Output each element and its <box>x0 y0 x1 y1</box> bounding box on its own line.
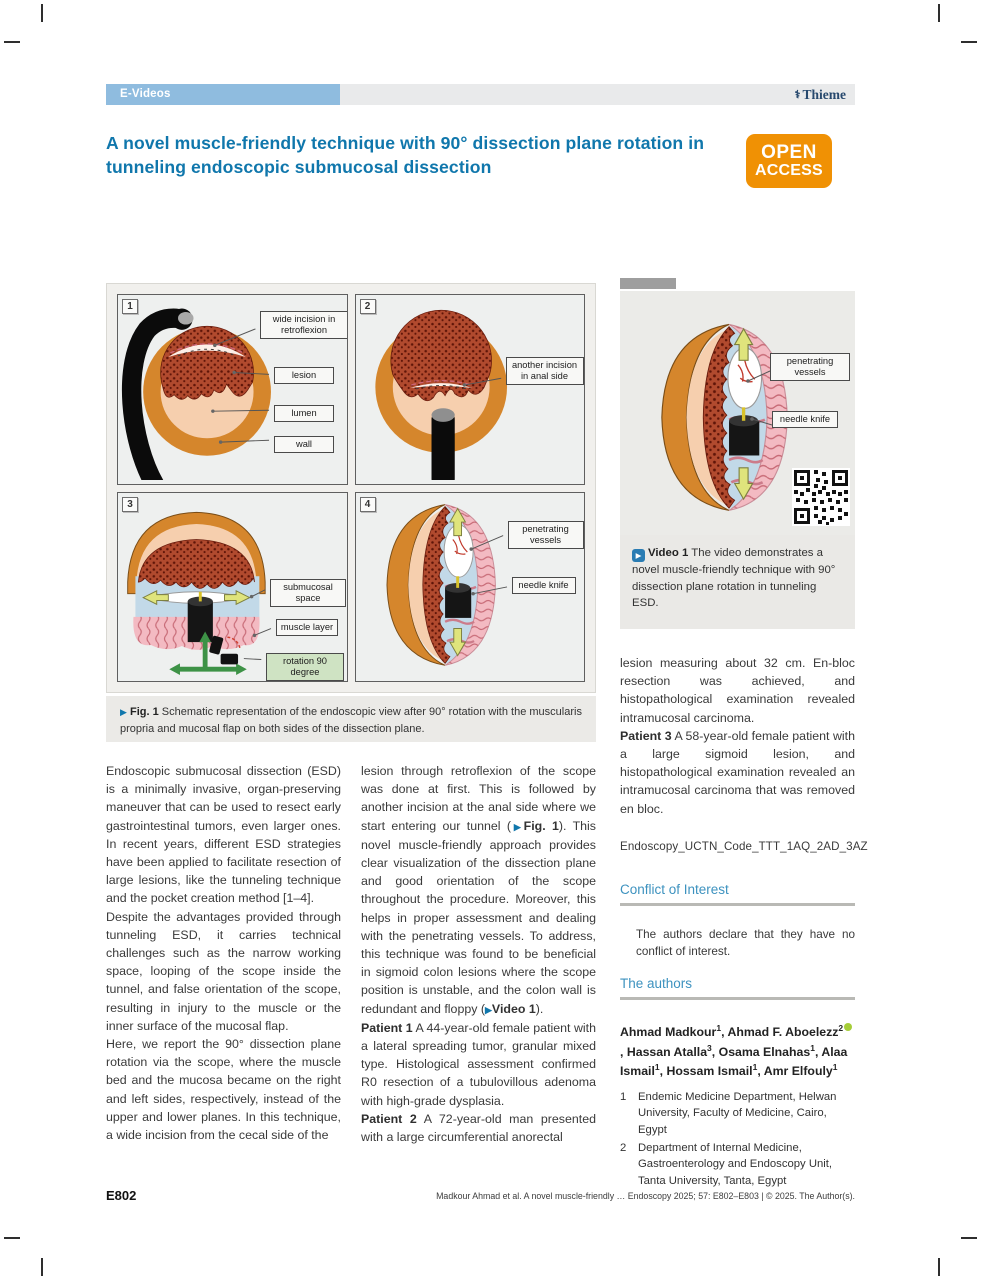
label-lumen: lumen <box>274 405 334 422</box>
label-penetrating-vessels: penetrating vessels <box>770 353 850 381</box>
affiliation-item <box>620 1140 855 1190</box>
paragraph <box>361 1110 596 1146</box>
paragraph-text: A 72-year-old man presented with a large circumferential anorectal <box>361 1111 596 1145</box>
crop-mark <box>961 1237 977 1239</box>
section-label: E-Videos <box>106 84 340 105</box>
paragraph <box>361 762 596 1019</box>
patient-1-lead: Patient 1 <box>361 1020 413 1035</box>
author: Amr Elfouly <box>763 1064 833 1079</box>
panel-2-diagram <box>356 295 584 480</box>
video-caption <box>620 535 855 629</box>
author: Osama Elnahas <box>718 1044 811 1059</box>
author-separator: , <box>659 1064 667 1079</box>
panel-number: 3 <box>122 497 138 512</box>
header-right <box>340 84 855 105</box>
open-access-badge <box>746 134 832 188</box>
paragraph-text: ). This novel muscle-friendly approach provides clear visualization of the dissection plane and good orientation of the scope throughout the procedure. Moreover, this helps in proper assessment and dealing with the penetrating vessels. To address, this technique was found to be beneficial in sigmoid colon lesions where the scope position is unstable, and the colon wall is redundant and floppy ( <box>361 818 596 1016</box>
affiliation-item <box>620 1089 855 1139</box>
crop-mark <box>4 1237 20 1239</box>
crop-mark <box>41 4 43 22</box>
author-affil-sup: 2 <box>838 1023 844 1033</box>
author-separator: , <box>757 1064 764 1079</box>
orcid-icon[interactable] <box>844 1023 852 1031</box>
body-column-1 <box>106 762 341 1144</box>
author-affil-sup: 1 <box>832 1062 838 1073</box>
video-ref-marker-icon: ▶ <box>485 1004 492 1015</box>
paragraph-text: ). <box>535 1001 544 1016</box>
fig-caption-text: Schematic representation of the endoscopic view after 90° rotation with the muscularis propria and mucosal flap on both sides of the dissection plane. <box>120 706 582 735</box>
open-access-line1: OPEN <box>761 142 817 164</box>
author-separator: , <box>721 1025 728 1040</box>
label-wall: wall <box>274 436 334 453</box>
video-caption-label: Video 1 <box>648 547 689 559</box>
section-rule <box>620 903 855 906</box>
author-separator: , <box>620 1044 627 1059</box>
qr-code[interactable] <box>792 468 850 526</box>
header-bar <box>106 84 855 105</box>
section-rule <box>620 997 855 1000</box>
video-1-reference[interactable]: Video 1 <box>491 1001 536 1016</box>
paragraph-text: A 44-year-old female patient with a lateral spreading tumor, granular mixed type. Histological assessment confirmed R0 resection of a tubulovillous adenoma with high-grade dysplasia. <box>361 1020 596 1108</box>
crop-mark <box>938 1258 940 1276</box>
panel-number: 2 <box>360 299 376 314</box>
panel-number: 4 <box>360 497 376 512</box>
paragraph: Here, we report the 90° dissection plane rotation via the scope, where the muscle bed and the mucosa became on the right and left sides, respectively, instead of the upper and lower planes. In this technique, a wide incision from the cecal side of the <box>106 1037 341 1143</box>
open-access-line2: ACCESS <box>755 161 823 179</box>
paragraph-text: lesion through retroflexion of the scope was done at first. This is followed by another incision at the anal side where we start entering our tunnel ( <box>361 764 596 833</box>
affiliation-text: Department of Internal Medicine, Gastroenterology and Endoscopy Unit, Tanta University, Tanta, Egypt <box>638 1141 833 1188</box>
figure-panel-2 <box>355 294 586 485</box>
conflict-heading: Conflict of Interest <box>620 882 729 897</box>
author-affil-sup: 1 <box>752 1062 758 1073</box>
label-rotation-90: rotation 90 degree <box>266 653 344 681</box>
affiliation-number: 1 <box>620 1090 627 1103</box>
author: Hossam Ismail <box>666 1064 753 1079</box>
conflict-of-interest-section <box>620 882 855 961</box>
label-lesion: lesion <box>274 367 334 384</box>
author-separator: , <box>711 1044 719 1059</box>
publisher-logo <box>795 87 846 103</box>
author-separator: , <box>814 1044 822 1059</box>
figure-panel-4 <box>355 492 586 683</box>
label-penetrating-vessels: penetrating vessels <box>508 521 584 549</box>
paragraph <box>620 727 855 818</box>
label-muscle-layer: muscle layer <box>276 619 338 636</box>
fig-1-reference[interactable]: Fig. 1 <box>523 818 559 833</box>
crop-mark <box>41 1258 43 1276</box>
affiliation-number: 2 <box>620 1141 627 1154</box>
body-column-3 <box>620 654 868 856</box>
footer-citation: Madkour Ahmad et al. A novel muscle-friendly … Endoscopy 2025; 57: E802–E803 | © 2025. The Author(s). <box>436 1191 855 1201</box>
fig-caption-label: Fig. 1 <box>129 706 159 718</box>
publisher-name: Thieme <box>802 86 846 102</box>
figure-panel-3 <box>117 492 348 683</box>
figure-panel-1 <box>117 294 348 485</box>
author: Ahmad F. Aboelezz <box>727 1025 839 1040</box>
label-needle-knife: needle knife <box>772 411 838 428</box>
author-affil-sup: 1 <box>810 1042 815 1053</box>
author-affil-sup: 1 <box>716 1023 722 1033</box>
panel-number: 1 <box>122 299 138 314</box>
uctn-code: Endoscopy_UCTN_Code_TTT_1AQ_2AD_3AZ <box>620 839 868 853</box>
author-names <box>620 1022 855 1081</box>
paragraph: Despite the advantages provided through tunneling ESD, it carries technical challenges such as the narrow working space, looping of the scope inside the tunnel, and false orientation of the scope, resulting in injury to the muscle or the inner surface of the mucosal flap. <box>106 909 341 1033</box>
label-needle-knife: needle knife <box>512 577 576 594</box>
conflict-text: The authors declare that they have no conflict of interest. <box>636 928 855 959</box>
body-column-2 <box>361 762 596 1146</box>
video-1-thumbnail[interactable] <box>620 291 855 535</box>
paragraph: Endoscopic submucosal dissection (ESD) is a minimally invasive, organ-preserving maneuver that can be used to resect early gastrointestinal tumors, even larger ones. In recent years, different ESD strategies have been applied to facilitate resection of large lesions, like the tunneling technique and the pocket creation method [1–4]. <box>106 764 341 906</box>
article-title: A novel muscle-friendly technique with 90° dissection plane rotation in tunneling endoscopic submucosal dissection <box>106 133 705 178</box>
author: Hassan Atalla <box>626 1044 708 1059</box>
authors-heading: The authors <box>620 976 693 991</box>
fig-caption-marker-icon: ▶ <box>120 707 127 717</box>
paragraph: lesion measuring about 32 cm. En-bloc resection was achieved, and histopathological examination revealed intramucosal carcinoma. <box>620 656 855 725</box>
label-submucosal-space: submucosal space <box>270 579 346 607</box>
video-caption-text: The video demonstrates a novel muscle-friendly technique with 90° dissection plane rotation in tunneling ESD. <box>632 547 836 610</box>
figure-1 <box>106 283 596 693</box>
figure-caption <box>106 696 596 742</box>
affiliations <box>620 1089 855 1190</box>
video-progress-bar <box>620 278 676 289</box>
patient-3-lead: Patient 3 <box>620 728 672 743</box>
page-number: E802 <box>106 1188 137 1203</box>
author-affil-sup: 3 <box>707 1042 712 1053</box>
paragraph-text: A 58-year-old female patient with a large sigmoid lesion, and histopathological examination revealed an intramucosal carcinoma that was removed en bloc. <box>620 728 855 816</box>
label-another-incision: another incision in anal side <box>506 357 584 385</box>
author: Ahmad Madkour <box>620 1025 717 1040</box>
affiliation-text: Endemic Medicine Department, Helwan University, Faculty of Medicine, Cairo, Egypt <box>638 1090 837 1137</box>
crop-mark <box>4 41 20 43</box>
author-affil-sup: 1 <box>654 1062 660 1073</box>
paragraph <box>361 1019 596 1110</box>
patient-2-lead: Patient 2 <box>361 1111 417 1126</box>
crop-mark <box>961 41 977 43</box>
video-play-icon[interactable]: ▶ <box>632 549 645 562</box>
fig-ref-marker-icon: ▶ <box>510 821 524 832</box>
crop-mark <box>938 4 940 22</box>
author: Alaa Ismail <box>620 1044 848 1079</box>
label-wide-incision: wide incision in retroflexion <box>260 311 348 339</box>
thieme-emblem-icon: ⚕ <box>794 89 801 101</box>
authors-section <box>620 976 855 1190</box>
